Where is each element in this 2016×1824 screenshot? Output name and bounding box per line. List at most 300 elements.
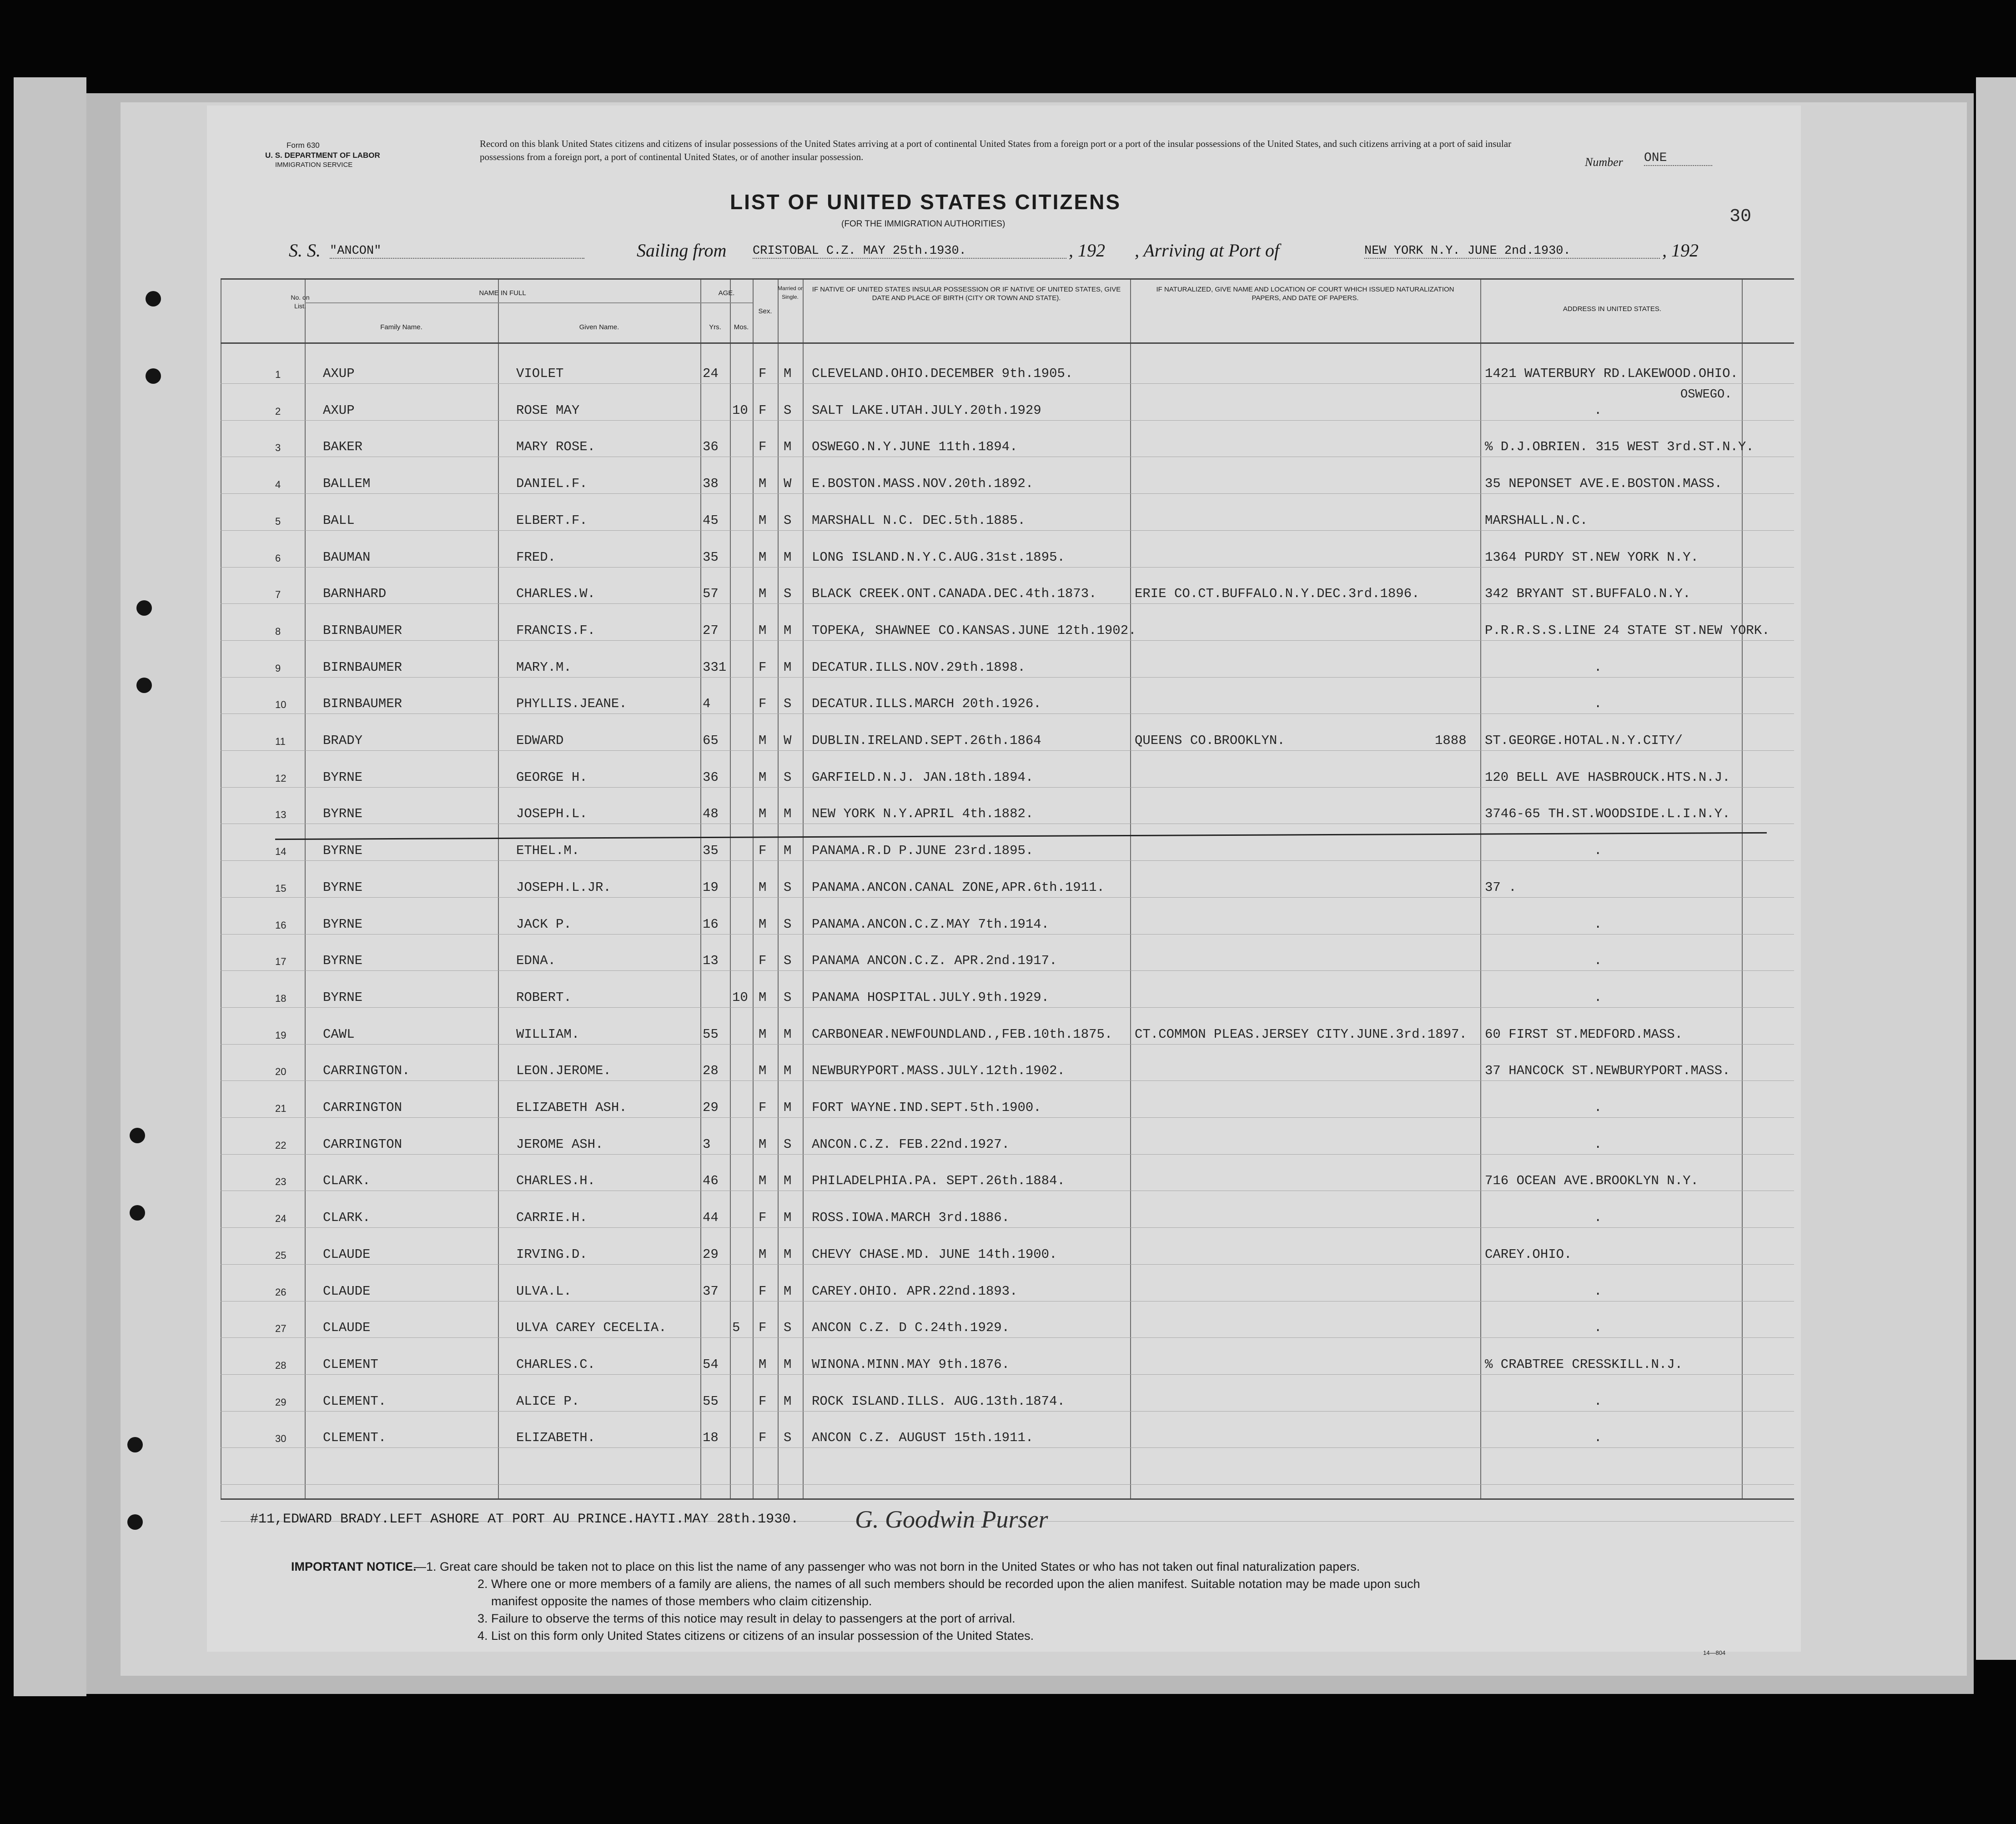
address-cell: 3746-65 TH.ST.WOODSIDE.L.I.N.Y. bbox=[1485, 806, 1730, 821]
marital-status-cell: S bbox=[784, 403, 792, 418]
birth-place-date-cell: PANAMA.ANCON.C.Z.MAY 7th.1914. bbox=[812, 917, 1050, 932]
address-cell: . bbox=[1594, 953, 1602, 968]
marital-status-cell: M bbox=[784, 660, 792, 675]
row-number: 6 bbox=[275, 553, 281, 564]
address-cell: 120 BELL AVE HASBROUCK.HTS.N.J. bbox=[1485, 770, 1730, 785]
given-name-cell: JEROME ASH. bbox=[516, 1137, 603, 1152]
sex-cell: M bbox=[759, 1063, 767, 1078]
family-name-cell: BIRNBAUMER bbox=[323, 623, 402, 638]
sex-cell: M bbox=[759, 880, 767, 895]
given-name-cell: ULVA CAREY CECELIA. bbox=[516, 1320, 667, 1335]
ruled-line bbox=[221, 640, 1794, 641]
sex-cell: F bbox=[759, 366, 767, 381]
age-months-cell: 10 bbox=[732, 403, 748, 418]
ruled-line bbox=[221, 1044, 1794, 1045]
marital-status-cell: M bbox=[784, 806, 792, 821]
given-name-cell: CHARLES.W. bbox=[516, 586, 596, 601]
birth-place-date-cell: ROCK ISLAND.ILLS. AUG.13th.1874. bbox=[812, 1394, 1065, 1409]
row-number: 11 bbox=[275, 736, 286, 747]
arriving-label: , Arriving at Port of bbox=[1135, 240, 1280, 261]
ruled-line bbox=[221, 1264, 1794, 1265]
ruled-line bbox=[221, 530, 1794, 531]
age-years-cell: 38 bbox=[703, 476, 719, 491]
sex-cell: M bbox=[759, 623, 767, 638]
age-years-cell: 46 bbox=[703, 1173, 719, 1188]
given-name-cell: ROSE MAY bbox=[516, 403, 580, 418]
sex-cell: F bbox=[759, 1430, 767, 1445]
age-years-cell: 45 bbox=[703, 513, 719, 528]
ruled-line bbox=[221, 1374, 1794, 1375]
age-years-cell: 35 bbox=[703, 843, 719, 858]
sex-cell: F bbox=[759, 403, 767, 418]
binder-hole bbox=[136, 678, 152, 693]
print-code: 14—804 bbox=[1703, 1649, 1726, 1656]
col-header-naturalized: IF NATURALIZED, GIVE NAME AND LOCATION OF COURT WHICH ISSUED NATURALIZATION PAPERS, AND DATE OF PAPERS. bbox=[1156, 286, 1454, 302]
given-name-cell: ALICE P. bbox=[516, 1394, 580, 1409]
marital-status-cell: M bbox=[784, 1357, 792, 1372]
address-cell: ST.GEORGE.HOTAL.N.Y.CITY/ bbox=[1485, 733, 1683, 748]
notice-3: 3. Failure to observe the terms of this notice may result in delay to passengers at the port of arrival. bbox=[478, 1612, 1016, 1625]
ship-name: "ANCON" bbox=[330, 244, 584, 259]
birth-place-date-cell: SALT LAKE.UTAH.JULY.20th.1929 bbox=[812, 403, 1041, 418]
sex-cell: F bbox=[759, 1284, 767, 1299]
age-years-cell: 54 bbox=[703, 1357, 719, 1372]
family-name-cell: BARNHARD bbox=[323, 586, 387, 601]
sex-cell: M bbox=[759, 1137, 767, 1152]
row-number: 15 bbox=[275, 883, 287, 894]
address-cell: . bbox=[1594, 917, 1602, 932]
age-years-cell: 19 bbox=[703, 880, 719, 895]
age-years-cell: 16 bbox=[703, 917, 719, 932]
given-name-cell: MARY ROSE. bbox=[516, 439, 596, 454]
address-cell: . bbox=[1594, 1284, 1602, 1299]
notice-heading: IMPORTANT NOTICE. bbox=[291, 1560, 417, 1573]
row-number: 19 bbox=[275, 1030, 287, 1041]
marital-status-cell: M bbox=[784, 1027, 792, 1042]
birth-place-date-cell: DECATUR.ILLS.MARCH 20th.1926. bbox=[812, 696, 1041, 711]
binder-hole bbox=[130, 1205, 145, 1221]
age-years-cell: 36 bbox=[703, 439, 719, 454]
marital-status-cell: M bbox=[784, 1210, 792, 1225]
address-cell: 60 FIRST ST.MEDFORD.MASS. bbox=[1485, 1027, 1683, 1042]
binder-hole bbox=[127, 1514, 143, 1530]
marital-status-cell: S bbox=[784, 917, 792, 932]
given-name-cell: PHYLLIS.JEANE. bbox=[516, 696, 627, 711]
address-cell: . bbox=[1594, 1394, 1602, 1409]
row-number: 24 bbox=[275, 1213, 287, 1224]
family-name-cell: CLAUDE bbox=[323, 1320, 371, 1335]
given-name-cell: ELIZABETH ASH. bbox=[516, 1100, 627, 1115]
given-name-cell: ULVA.L. bbox=[516, 1284, 572, 1299]
marital-status-cell: M bbox=[784, 1394, 792, 1409]
given-name-cell: ROBERT. bbox=[516, 990, 572, 1005]
col-header-address: ADDRESS IN UNITED STATES. bbox=[1563, 305, 1662, 313]
ruled-line bbox=[221, 1117, 1794, 1118]
page-subtitle: (FOR THE IMMIGRATION AUTHORITIES) bbox=[841, 219, 1005, 229]
row-number: 27 bbox=[275, 1323, 287, 1334]
marital-status-cell: S bbox=[784, 880, 792, 895]
birth-place-date-cell: PANAMA.R.D P.JUNE 23rd.1895. bbox=[812, 843, 1034, 858]
birth-place-date-cell: DUBLIN.IRELAND.SEPT.26th.1864 bbox=[812, 733, 1041, 748]
marital-status-cell: S bbox=[784, 1320, 792, 1335]
birth-place-date-cell: LONG ISLAND.N.Y.C.AUG.31st.1895. bbox=[812, 550, 1065, 565]
given-name-cell: ELBERT.F. bbox=[516, 513, 588, 528]
birth-place-date-cell: OSWEGO.N.Y.JUNE 11th.1894. bbox=[812, 439, 1018, 454]
notice-2: 2. Where one or more members of a family are aliens, the names of all such members should be recorded upon the alien manifest. Suitable notation may be made upon such bbox=[478, 1577, 1420, 1591]
family-name-cell: CLAUDE bbox=[323, 1247, 371, 1262]
row-number: 7 bbox=[275, 589, 281, 600]
ruled-line bbox=[221, 1447, 1794, 1448]
family-name-cell: BYRNE bbox=[323, 843, 363, 858]
sailing-from: CRISTOBAL C.Z. MAY 25th.1930. bbox=[753, 244, 1066, 259]
family-name-cell: BYRNE bbox=[323, 770, 363, 785]
sex-cell: M bbox=[759, 1247, 767, 1262]
age-years-cell: 4 bbox=[703, 696, 711, 711]
family-name-cell: BYRNE bbox=[323, 953, 363, 968]
binder-hole bbox=[146, 368, 161, 384]
sex-cell: F bbox=[759, 439, 767, 454]
family-name-cell: CLAUDE bbox=[323, 1284, 371, 1299]
ruled-line bbox=[221, 567, 1794, 568]
col-header-name-in-full: NAME IN FULL bbox=[479, 289, 526, 297]
family-name-cell: AXUP bbox=[323, 366, 355, 381]
given-name-cell: GEORGE H. bbox=[516, 770, 588, 785]
sex-cell: F bbox=[759, 1210, 767, 1225]
address-cell: . bbox=[1594, 1430, 1602, 1445]
col-header-given-name: Given Name. bbox=[579, 323, 619, 331]
age-years-cell: 18 bbox=[703, 1430, 719, 1445]
address-cell: . bbox=[1594, 1137, 1602, 1152]
family-name-cell: BYRNE bbox=[323, 806, 363, 821]
birth-place-date-cell: GARFIELD.N.J. JAN.18th.1894. bbox=[812, 770, 1034, 785]
marital-status-cell: S bbox=[784, 696, 792, 711]
marital-status-cell: S bbox=[784, 1137, 792, 1152]
sex-cell: F bbox=[759, 953, 767, 968]
given-name-cell: DANIEL.F. bbox=[516, 476, 588, 491]
naturalization-cell: ERIE CO.CT.BUFFALO.N.Y.DEC.3rd.1896. bbox=[1135, 586, 1420, 601]
marital-status-cell: M bbox=[784, 1100, 792, 1115]
marital-status-cell: S bbox=[784, 990, 792, 1005]
birth-place-date-cell: E.BOSTON.MASS.NOV.20th.1892. bbox=[812, 476, 1034, 491]
given-name-cell: CHARLES.H. bbox=[516, 1173, 596, 1188]
age-years-cell: 27 bbox=[703, 623, 719, 638]
binder-hole bbox=[127, 1437, 143, 1452]
sex-cell: M bbox=[759, 1173, 767, 1188]
naturalization-cell: CT.COMMON PLEAS.JERSEY CITY.JUNE.3rd.1897. bbox=[1135, 1027, 1467, 1042]
sex-cell: M bbox=[759, 550, 767, 565]
birth-place-date-cell: PANAMA.ANCON.CANAL ZONE,APR.6th.1911. bbox=[812, 880, 1105, 895]
ruled-line bbox=[221, 1227, 1794, 1228]
sex-cell: M bbox=[759, 586, 767, 601]
birth-place-date-cell: BLACK CREEK.ONT.CANADA.DEC.4th.1873. bbox=[812, 586, 1097, 601]
row-number: 8 bbox=[275, 626, 281, 637]
family-name-cell: CAWL bbox=[323, 1027, 355, 1042]
ss-label: S. S. bbox=[289, 240, 321, 261]
family-name-cell: BYRNE bbox=[323, 990, 363, 1005]
birth-place-date-cell: NEWBURYPORT.MASS.JULY.12th.1902. bbox=[812, 1063, 1065, 1078]
marital-status-cell: S bbox=[784, 953, 792, 968]
given-name-cell: VIOLET bbox=[516, 366, 564, 381]
number-label: Number bbox=[1585, 156, 1623, 169]
age-years-cell: 57 bbox=[703, 586, 719, 601]
birth-place-date-cell: CARBONEAR.NEWFOUNDLAND.,FEB.10th.1875. bbox=[812, 1027, 1113, 1042]
age-years-cell: 35 bbox=[703, 550, 719, 565]
family-name-cell: CLEMENT. bbox=[323, 1394, 387, 1409]
address-cell: 1421 WATERBURY RD.LAKEWOOD.OHIO. bbox=[1485, 366, 1738, 381]
family-name-cell: CLEMENT. bbox=[323, 1430, 387, 1445]
address-cell: 37 . bbox=[1485, 880, 1517, 895]
address-cell: . bbox=[1594, 1320, 1602, 1335]
age-years-cell: 65 bbox=[703, 733, 719, 748]
birth-place-date-cell: ANCON C.Z. AUGUST 15th.1911. bbox=[812, 1430, 1034, 1445]
sex-cell: M bbox=[759, 476, 767, 491]
ruled-line bbox=[221, 970, 1794, 971]
age-years-cell: 44 bbox=[703, 1210, 719, 1225]
birth-place-date-cell: ANCON C.Z. D C.24th.1929. bbox=[812, 1320, 1010, 1335]
given-name-cell: FRANCIS.F. bbox=[516, 623, 596, 638]
age-years-cell: 55 bbox=[703, 1027, 719, 1042]
row-number: 5 bbox=[275, 516, 281, 527]
marital-status-cell: M bbox=[784, 550, 792, 565]
age-months-cell: 10 bbox=[732, 990, 748, 1005]
ruled-line bbox=[221, 493, 1794, 494]
address-cell: % D.J.OBRIEN. 315 WEST 3rd.ST.N.Y. bbox=[1485, 439, 1754, 454]
marital-status-cell: S bbox=[784, 1430, 792, 1445]
row-number: 9 bbox=[275, 663, 281, 674]
age-months-cell: 5 bbox=[732, 1320, 740, 1335]
address-cell: . bbox=[1594, 403, 1602, 418]
sex-cell: M bbox=[759, 733, 767, 748]
address-cell: CAREY.OHIO. bbox=[1485, 1247, 1572, 1262]
ruled-line bbox=[221, 1080, 1794, 1081]
ruled-line bbox=[221, 1411, 1794, 1412]
row-number: 30 bbox=[275, 1433, 287, 1444]
sex-cell: F bbox=[759, 696, 767, 711]
address-cell: . bbox=[1594, 843, 1602, 858]
row-number: 13 bbox=[275, 809, 287, 820]
page-title: LIST OF UNITED STATES CITIZENS bbox=[730, 190, 1121, 214]
marital-status-cell: M bbox=[784, 1063, 792, 1078]
family-name-cell: CLEMENT bbox=[323, 1357, 378, 1372]
marital-status-cell: M bbox=[784, 1247, 792, 1262]
ruled-line bbox=[221, 897, 1794, 898]
given-name-cell: ETHEL.M. bbox=[516, 843, 580, 858]
oswego-annotation: OSWEGO. bbox=[1680, 388, 1732, 402]
scan-edge-left bbox=[14, 77, 86, 1696]
row-number: 21 bbox=[275, 1103, 287, 1114]
address-cell: . bbox=[1594, 1210, 1602, 1225]
number-value: ONE bbox=[1644, 151, 1712, 166]
sex-cell: M bbox=[759, 1027, 767, 1042]
birth-place-date-cell: FORT WAYNE.IND.SEPT.5th.1900. bbox=[812, 1100, 1041, 1115]
family-name-cell: CARRINGTON bbox=[323, 1100, 402, 1115]
birth-place-date-cell: PANAMA HOSPITAL.JULY.9th.1929. bbox=[812, 990, 1050, 1005]
department-name: U. S. DEPARTMENT OF LABOR bbox=[265, 151, 380, 160]
record-instructions: Record on this blank United States citizens and citizens of insular possessions of the United States arriving at a port of continental United States from a foreign port or a port of the insular possessions of the United States, and such citizens arriving at a port of said insular possessions from a foreign port, a port of continental United States, or of another insular possession. bbox=[480, 138, 1512, 162]
row-number: 12 bbox=[275, 773, 287, 784]
row-number: 22 bbox=[275, 1140, 287, 1151]
ruled-line bbox=[221, 1337, 1794, 1338]
ruled-line bbox=[221, 383, 1794, 384]
strike-through-line bbox=[275, 832, 1767, 840]
ruled-line bbox=[221, 1007, 1794, 1008]
binder-hole bbox=[146, 291, 161, 307]
col-header-mos: Mos. bbox=[734, 323, 749, 331]
naturalization-year-cell: 1888 bbox=[1435, 733, 1467, 748]
given-name-cell: CHARLES.C. bbox=[516, 1357, 596, 1372]
notice-2-cont: manifest opposite the names of those members who claim citizenship. bbox=[491, 1594, 872, 1608]
sex-cell: F bbox=[759, 1320, 767, 1335]
marital-status-cell: M bbox=[784, 366, 792, 381]
family-name-cell: AXUP bbox=[323, 403, 355, 418]
ruled-line bbox=[221, 420, 1794, 421]
row-number: 29 bbox=[275, 1397, 287, 1408]
col-header-yrs: Yrs. bbox=[709, 323, 721, 331]
given-name-cell: WILLIAM. bbox=[516, 1027, 580, 1042]
given-name-cell: CARRIE.H. bbox=[516, 1210, 588, 1225]
arriving-port: NEW YORK N.Y. JUNE 2nd.1930. bbox=[1364, 244, 1660, 259]
sex-cell: F bbox=[759, 1394, 767, 1409]
birth-place-date-cell: ROSS.IOWA.MARCH 3rd.1886. bbox=[812, 1210, 1010, 1225]
family-name-cell: BYRNE bbox=[323, 880, 363, 895]
address-cell: . bbox=[1594, 696, 1602, 711]
col-header-no: No. on List. bbox=[291, 294, 310, 310]
binder-hole bbox=[136, 600, 152, 616]
family-name-cell: CLARK. bbox=[323, 1173, 371, 1188]
birth-place-date-cell: TOPEKA, SHAWNEE CO.KANSAS.JUNE 12th.1902. bbox=[812, 623, 1136, 638]
sex-cell: F bbox=[759, 660, 767, 675]
birth-place-date-cell: ANCON.C.Z. FEB.22nd.1927. bbox=[812, 1137, 1010, 1152]
birth-place-date-cell: CLEVELAND.OHIO.DECEMBER 9th.1905. bbox=[812, 366, 1073, 381]
ruled-line bbox=[221, 787, 1794, 788]
address-cell: 1364 PURDY ST.NEW YORK N.Y. bbox=[1485, 550, 1699, 565]
marital-status-cell: M bbox=[784, 1173, 792, 1188]
row-number: 2 bbox=[275, 406, 281, 417]
age-years-cell: 48 bbox=[703, 806, 719, 821]
page-number: 30 bbox=[1729, 206, 1752, 227]
marital-status-cell: S bbox=[784, 770, 792, 785]
family-name-cell: BYRNE bbox=[323, 917, 363, 932]
age-years-cell: 13 bbox=[703, 953, 719, 968]
sex-cell: M bbox=[759, 917, 767, 932]
notice-1: —1. Great care should be taken not to place on this list the name of any passenger who was not born in the United States or who has not taken out final naturalization papers. bbox=[414, 1560, 1360, 1573]
given-name-cell: MARY.M. bbox=[516, 660, 572, 675]
family-name-cell: CARRINGTON bbox=[323, 1137, 402, 1152]
sex-cell: M bbox=[759, 1357, 767, 1372]
family-name-cell: BALLEM bbox=[323, 476, 371, 491]
birth-place-date-cell: WINONA.MINN.MAY 9th.1876. bbox=[812, 1357, 1010, 1372]
age-years-cell: 24 bbox=[703, 366, 719, 381]
ruled-line bbox=[221, 677, 1794, 678]
manifest-form bbox=[207, 106, 1801, 1656]
row-number: 18 bbox=[275, 993, 287, 1004]
address-cell: MARSHALL.N.C. bbox=[1485, 513, 1588, 528]
marital-status-cell: S bbox=[784, 513, 792, 528]
notice-4: 4. List on this form only United States citizens or citizens of an insular possession of the United States. bbox=[478, 1629, 1034, 1643]
row-number: 16 bbox=[275, 920, 287, 931]
age-years-cell: 36 bbox=[703, 770, 719, 785]
row-number: 28 bbox=[275, 1360, 287, 1371]
address-cell: 716 OCEAN AVE.BROOKLYN N.Y. bbox=[1485, 1173, 1699, 1188]
year-suffix: , 192 bbox=[1069, 240, 1105, 261]
sex-cell: M bbox=[759, 513, 767, 528]
family-name-cell: BIRNBAUMER bbox=[323, 696, 402, 711]
given-name-cell: ELIZABETH. bbox=[516, 1430, 596, 1445]
row-number: 4 bbox=[275, 479, 281, 490]
age-years-cell: 29 bbox=[703, 1247, 719, 1262]
row-number: 20 bbox=[275, 1066, 287, 1077]
purser-signature: G. Goodwin Purser bbox=[855, 1506, 1048, 1533]
col-header-married-single: Married or Single. bbox=[778, 285, 803, 300]
year-suffix-2: , 192 bbox=[1662, 240, 1699, 261]
row-number: 14 bbox=[275, 846, 287, 857]
ruled-line bbox=[221, 1154, 1794, 1155]
given-name-cell: LEON.JEROME. bbox=[516, 1063, 611, 1078]
row-number: 25 bbox=[275, 1250, 287, 1261]
marital-status-cell: S bbox=[784, 586, 792, 601]
family-name-cell: BAKER bbox=[323, 439, 363, 454]
family-name-cell: CLARK. bbox=[323, 1210, 371, 1225]
family-name-cell: BALL bbox=[323, 513, 355, 528]
marital-status-cell: W bbox=[784, 476, 792, 491]
address-cell: % CRABTREE CRESSKILL.N.J. bbox=[1485, 1357, 1683, 1372]
sex-cell: M bbox=[759, 770, 767, 785]
passenger-table bbox=[221, 278, 1794, 1500]
service-name: IMMIGRATION SERVICE bbox=[275, 161, 353, 169]
birth-place-date-cell: DECATUR.ILLS.NOV.29th.1898. bbox=[812, 660, 1026, 675]
row-number: 10 bbox=[275, 699, 287, 710]
given-name-cell: JACK P. bbox=[516, 917, 572, 932]
row-number: 17 bbox=[275, 956, 287, 967]
birth-place-date-cell: NEW YORK N.Y.APRIL 4th.1882. bbox=[812, 806, 1034, 821]
marital-status-cell: M bbox=[784, 439, 792, 454]
ruled-line bbox=[221, 603, 1794, 604]
birth-place-date-cell: PHILADELPHIA.PA. SEPT.26th.1884. bbox=[812, 1173, 1065, 1188]
address-cell: P.R.R.S.S.LINE 24 STATE ST.NEW YORK. bbox=[1485, 623, 1770, 638]
address-cell: . bbox=[1594, 660, 1602, 675]
given-name-cell: EDNA. bbox=[516, 953, 556, 968]
age-years-cell: 331 bbox=[703, 660, 727, 675]
address-cell: 35 NEPONSET AVE.E.BOSTON.MASS. bbox=[1485, 476, 1723, 491]
sailing-label: Sailing from bbox=[637, 240, 727, 261]
form-number: Form 630 bbox=[287, 141, 320, 150]
col-header-birth: IF NATIVE OF UNITED STATES INSULAR POSSESSION OR IF NATIVE OF UNITED STATES, GIVE DATE AND PLACE OF BIRTH (CITY OR TOWN AND STATE). bbox=[812, 286, 1121, 302]
family-name-cell: BAUMAN bbox=[323, 550, 371, 565]
row-number: 1 bbox=[275, 369, 281, 380]
birth-place-date-cell: PANAMA ANCON.C.Z. APR.2nd.1917. bbox=[812, 953, 1057, 968]
age-years-cell: 55 bbox=[703, 1394, 719, 1409]
ruled-line bbox=[221, 1484, 1794, 1485]
col-header-family-name: Family Name. bbox=[380, 323, 422, 331]
address-cell: 37 HANCOCK ST.NEWBURYPORT.MASS. bbox=[1485, 1063, 1730, 1078]
family-name-cell: BRADY bbox=[323, 733, 363, 748]
age-years-cell: 29 bbox=[703, 1100, 719, 1115]
birth-place-date-cell: MARSHALL N.C. DEC.5th.1885. bbox=[812, 513, 1026, 528]
scan-edge-right bbox=[1976, 77, 2016, 1660]
birth-place-date-cell: CAREY.OHIO. APR.22nd.1893. bbox=[812, 1284, 1018, 1299]
marital-status-cell: W bbox=[784, 733, 792, 748]
ruled-line bbox=[221, 934, 1794, 935]
given-name-cell: JOSEPH.L. bbox=[516, 806, 588, 821]
age-years-cell: 28 bbox=[703, 1063, 719, 1078]
marital-status-cell: M bbox=[784, 843, 792, 858]
row-number: 23 bbox=[275, 1176, 287, 1187]
footnote-brady: #11,EDWARD BRADY.LEFT ASHORE AT PORT AU PRINCE.HAYTI.MAY 28th.1930. bbox=[250, 1512, 799, 1527]
ruled-line bbox=[221, 750, 1794, 751]
birth-place-date-cell: CHEVY CHASE.MD. JUNE 14th.1900. bbox=[812, 1247, 1057, 1262]
naturalization-cell: QUEENS CO.BROOKLYN. bbox=[1135, 733, 1285, 748]
binder-hole bbox=[130, 1128, 145, 1143]
